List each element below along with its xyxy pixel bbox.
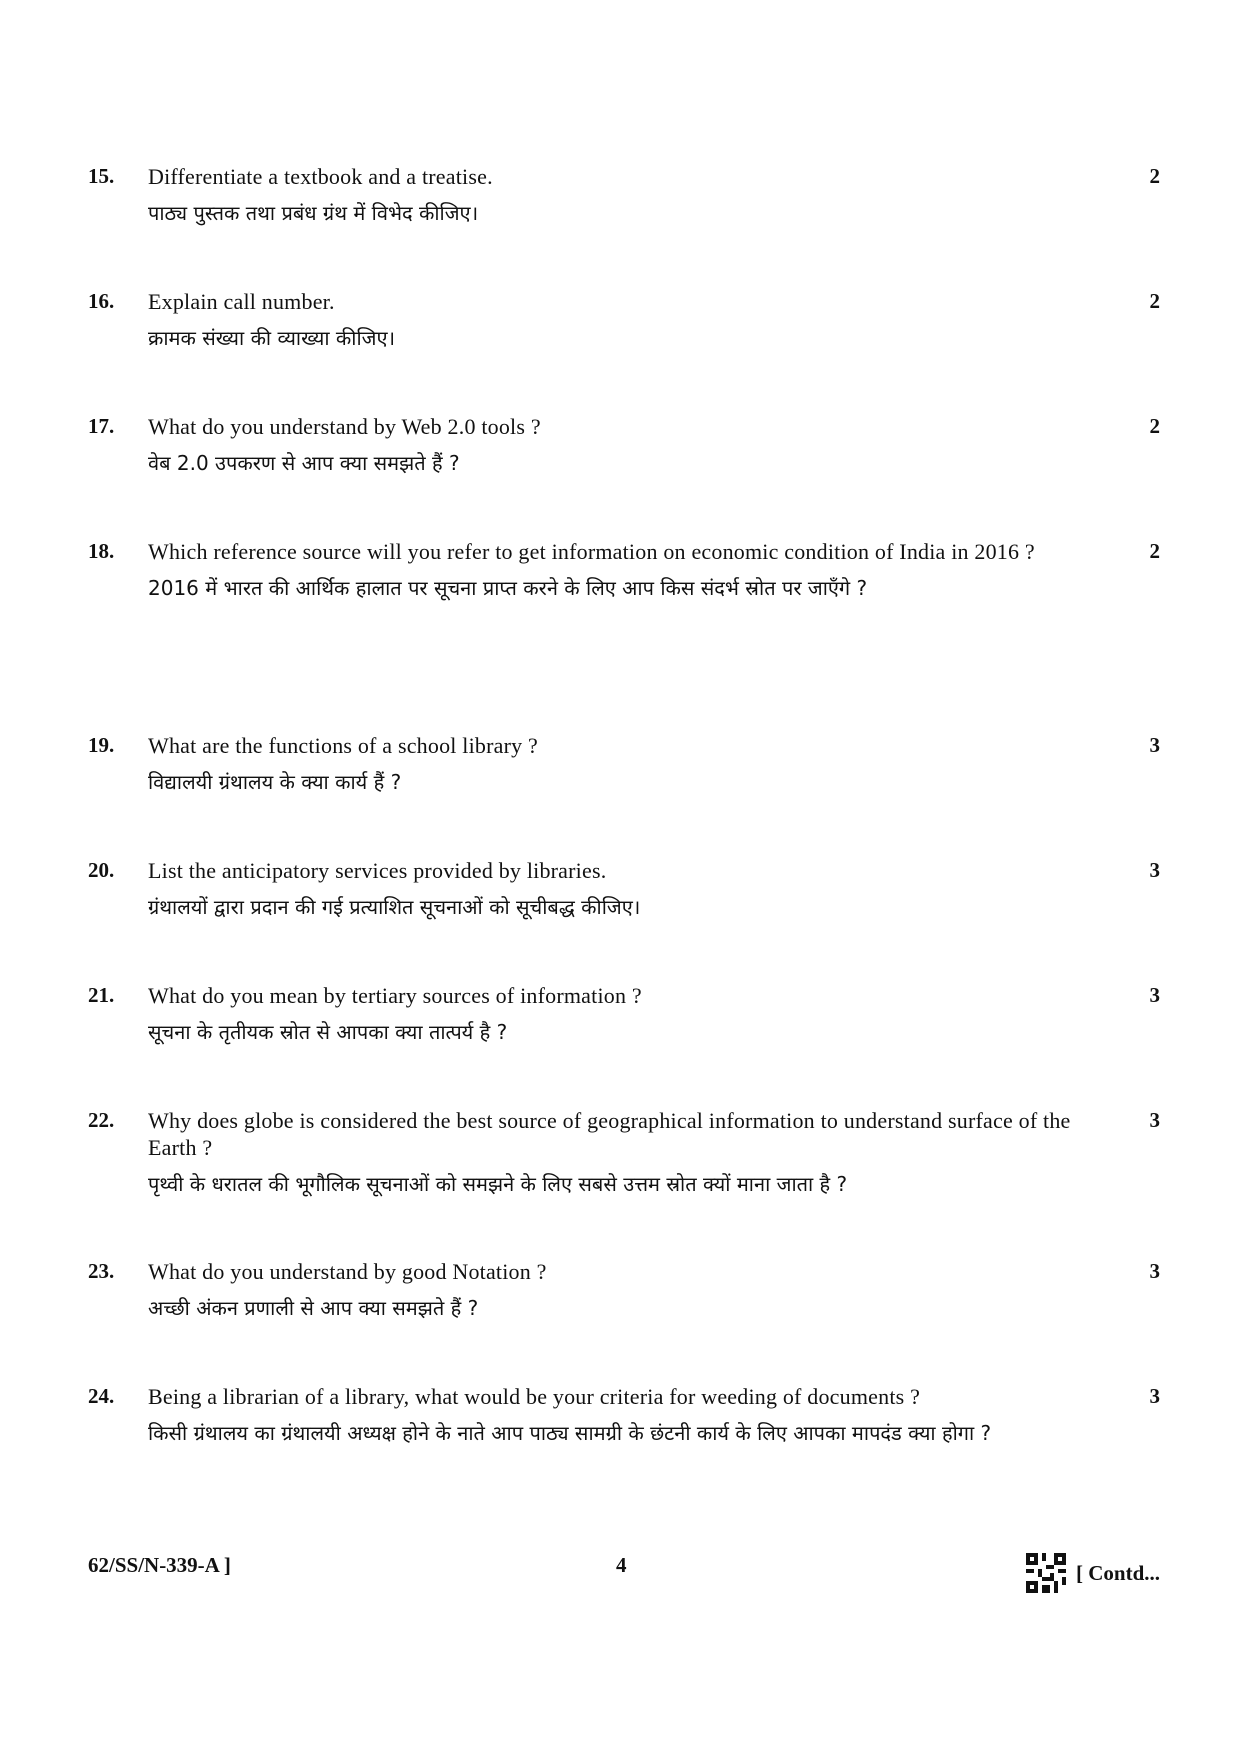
question-marks: 3 bbox=[1149, 983, 1160, 1007]
question-24 bbox=[88, 1383, 1160, 1448]
continued-marker bbox=[1026, 1553, 1160, 1593]
question-marks: 3 bbox=[1149, 1108, 1160, 1132]
question-text-hindi: सूचना के तृतीयक स्रोत से आपका क्या तात्पर्य है ? bbox=[148, 1020, 508, 1044]
question-number: 18. bbox=[88, 539, 115, 563]
question-text-english: Why does globe is considered the best source of geographical information to understand surface of the Earth ? bbox=[148, 1108, 1071, 1160]
question-number: 23. bbox=[88, 1259, 115, 1283]
question-17 bbox=[88, 413, 1160, 478]
question-text-english: List the anticipatory services provided by libraries. bbox=[148, 858, 607, 883]
question-text-hindi: किसी ग्रंथालय का ग्रंथालयी अध्यक्ष होने के नाते आप पाठ्य सामग्री के छंटनी कार्य के लिए आपका मापदंड क्या होगा ? bbox=[148, 1421, 992, 1445]
question-text-english: What do you understand by Web 2.0 tools ? bbox=[148, 414, 541, 439]
question-marks: 2 bbox=[1149, 289, 1160, 313]
question-number: 22. bbox=[88, 1108, 115, 1132]
page-number: 4 bbox=[616, 1553, 627, 1577]
qr-code-icon bbox=[1026, 1553, 1066, 1593]
question-text-hindi: विद्यालयी ग्रंथालय के क्या कार्य हैं ? bbox=[148, 770, 402, 794]
question-text-hindi: क्रामक संख्या की व्याख्या कीजिए। bbox=[148, 326, 396, 350]
contd-label: [ Contd... bbox=[1075, 1560, 1160, 1585]
question-text-hindi: 2016 में भारत की आर्थिक हालात पर सूचना प्राप्त करने के लिए आप किस संदर्भ स्रोत पर जाएँगे ? bbox=[148, 576, 868, 600]
question-text-hindi: अच्छी अंकन प्रणाली से आप क्या समझते हैं ? bbox=[148, 1296, 479, 1320]
question-number: 20. bbox=[88, 858, 115, 882]
question-text-hindi: पृथ्वी के धरातल की भूगौलिक सूचनाओं को समझने के लिए सबसे उत्तम स्रोत क्यों माना जाता है ? bbox=[148, 1172, 848, 1196]
question-number: 15. bbox=[88, 164, 115, 188]
question-22 bbox=[88, 1107, 1160, 1199]
question-21 bbox=[88, 982, 1160, 1047]
question-text-english: What do you mean by tertiary sources of information ? bbox=[148, 983, 642, 1008]
question-text-english: What are the functions of a school library ? bbox=[148, 733, 538, 758]
question-19 bbox=[88, 732, 1160, 797]
question-marks: 2 bbox=[1149, 539, 1160, 563]
paper-code: 62/SS/N-339-A ] bbox=[88, 1553, 231, 1577]
question-16 bbox=[88, 288, 1160, 353]
question-marks: 2 bbox=[1149, 414, 1160, 438]
question-marks: 3 bbox=[1149, 1259, 1160, 1283]
question-text-hindi: वेब 2.0 उपकरण से आप क्या समझते हैं ? bbox=[148, 451, 460, 475]
question-text-hindi: पाठ्य पुस्तक तथा प्रबंध ग्रंथ में विभेद कीजिए। bbox=[148, 201, 479, 225]
question-20 bbox=[88, 857, 1160, 922]
question-number: 21. bbox=[88, 983, 115, 1007]
question-marks: 2 bbox=[1149, 164, 1160, 188]
question-18 bbox=[88, 538, 1160, 603]
question-15 bbox=[88, 163, 1160, 228]
question-number: 16. bbox=[88, 289, 115, 313]
question-text-english: Being a librarian of a library, what would be your criteria for weeding of documents ? bbox=[148, 1384, 921, 1409]
question-text-hindi: ग्रंथालयों द्वारा प्रदान की गई प्रत्याशित सूचनाओं को सूचीबद्ध कीजिए। bbox=[148, 895, 641, 919]
question-number: 17. bbox=[88, 414, 115, 438]
question-marks: 3 bbox=[1149, 733, 1160, 757]
question-marks: 3 bbox=[1149, 858, 1160, 882]
question-marks: 3 bbox=[1149, 1384, 1160, 1408]
question-text-english: What do you understand by good Notation ? bbox=[148, 1259, 547, 1284]
question-text-english: Explain call number. bbox=[148, 289, 335, 314]
question-number: 19. bbox=[88, 733, 115, 757]
question-23 bbox=[88, 1258, 1160, 1323]
question-number: 24. bbox=[88, 1384, 115, 1408]
question-text-english: Differentiate a textbook and a treatise. bbox=[148, 164, 493, 189]
question-text-english: Which reference source will you refer to get information on economic condition of India in 2016 ? bbox=[148, 539, 1035, 564]
